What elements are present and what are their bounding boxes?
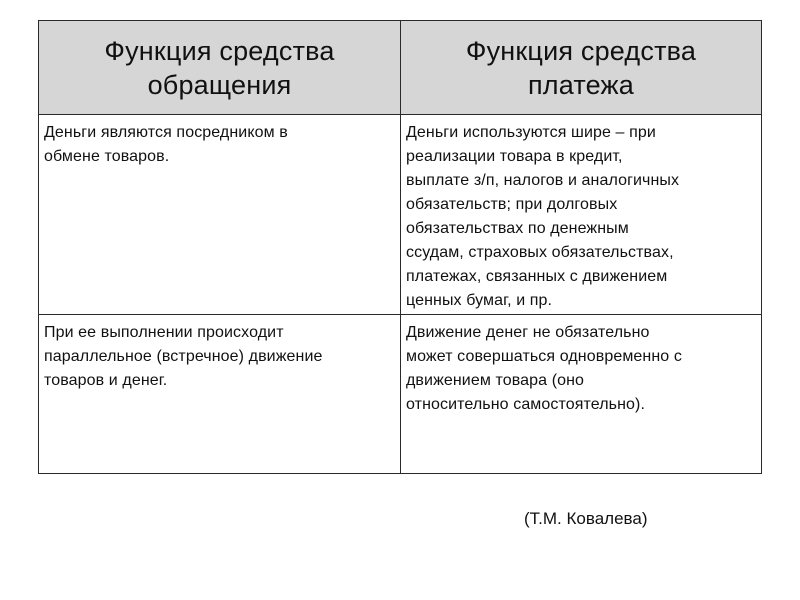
- cell-text: Движение денег не обязательно может совершаться одновременно с движением товара (оно относительно самостоятельно).: [406, 324, 682, 413]
- table-cell-payment: [401, 115, 762, 315]
- cell-text: Деньги используются шире – при реализации товара в кредит, выплате з/п, налогов и аналогичных обязательств; при долговых обязательствах по денежным ссудам, страховых обязательствах, платежах, связанных с движением ценных бумаг, и пр.: [406, 124, 680, 309]
- header-cell-payment: [401, 21, 762, 115]
- table-header-row: [39, 21, 762, 115]
- table-row: [39, 115, 762, 315]
- table-cell-circulation: [39, 315, 401, 474]
- header-payment-label: Функция средства платежа: [465, 35, 697, 100]
- comparison-table: [38, 20, 762, 474]
- table-cell-payment: [401, 315, 762, 474]
- header-cell-circulation: [39, 21, 401, 115]
- header-circulation-label: Функция средства обращения: [104, 35, 335, 100]
- author-attribution: (Т.М. Ковалева): [524, 509, 648, 528]
- table-cell-circulation: [39, 115, 401, 315]
- cell-text: Деньги являются посредником в обмене товаров.: [44, 124, 288, 165]
- table-row: [39, 315, 762, 474]
- cell-text: При ее выполнении происходит параллельное (встречное) движение товаров и денег.: [44, 324, 323, 389]
